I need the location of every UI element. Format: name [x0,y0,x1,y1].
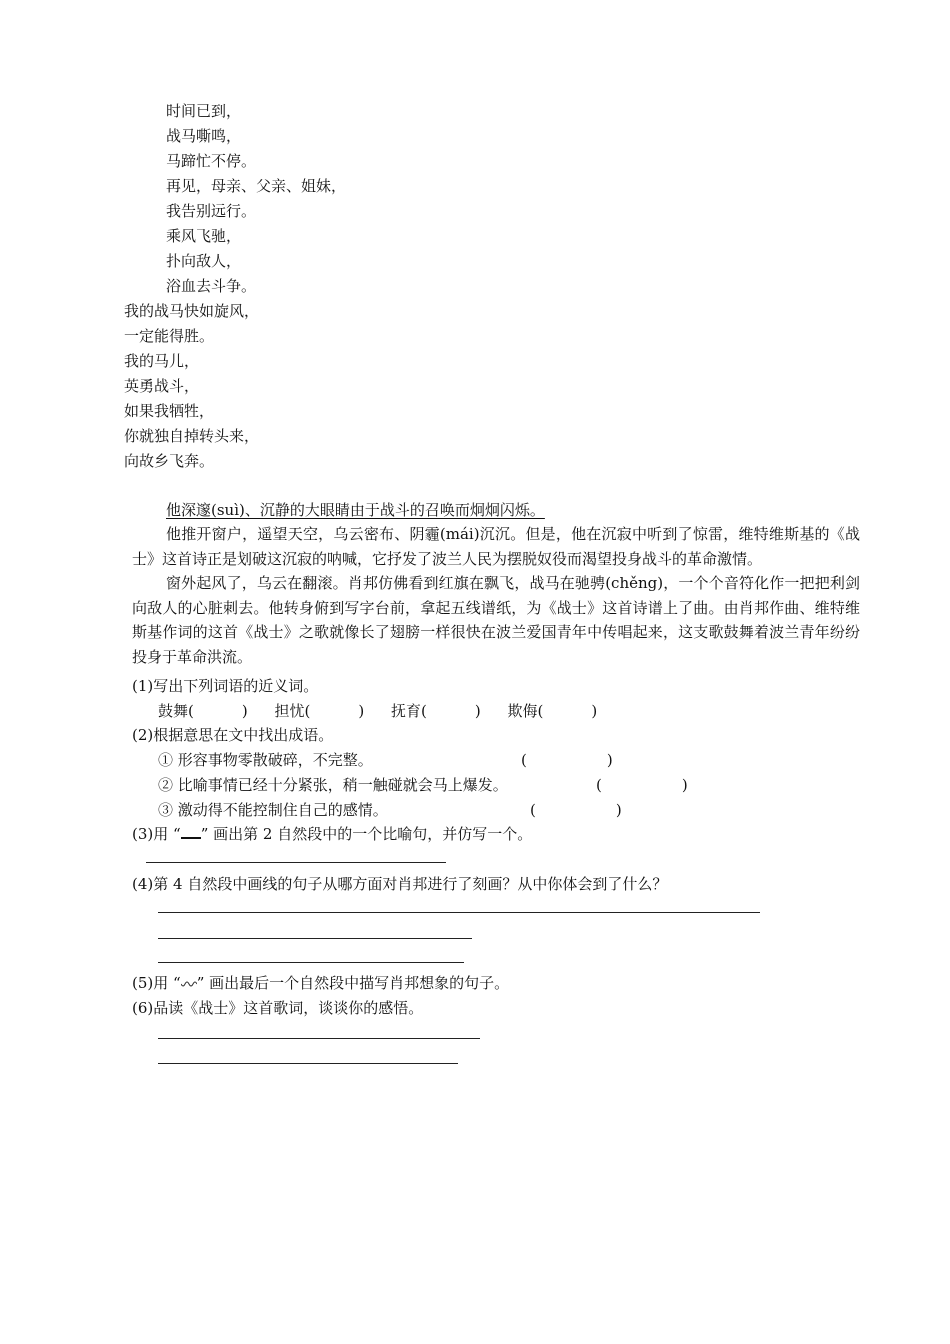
poem-line: 浴血去斗争。 [166,277,257,295]
answer-blank[interactable]: ( ) [530,801,622,819]
poem-line: 我的战马快如旋风， [124,302,260,320]
poem-line: 如果我牺牲， [124,402,215,420]
question-1-words [158,701,597,721]
question-2-item: ① 形容事物零散破碎，不完整。 [158,751,373,769]
underlined-sentence: 他深邃(suì)、沉静的大眼睛由于战斗的召唤而炯炯闪烁。 [166,501,545,519]
answer-line[interactable] [158,1038,480,1039]
poem-line: 乘风飞驰， [166,227,242,245]
poem-line: 马蹄忙不停。 [166,152,257,170]
question-4-label: (4)第 4 自然段中画线的句子从哪方面对肖邦进行了刻画？从中你体会到了什么？ [132,875,668,893]
answer-line[interactable] [158,938,472,939]
poem-line: 时间已到， [166,102,242,120]
poem-line: 再见，母亲、父亲、姐妹， [166,177,347,195]
word-blank[interactable]: 抚育( ) [391,702,481,720]
word-blank[interactable]: 担忧( ) [274,702,365,720]
paragraph-2: 他推开窗户，遥望天空，乌云密布、阴霾(mái)沉沉。但是，他在沉寂中听到了惊雷，维特维斯基的《战士》这首诗正是划破这沉寂的呐喊，它抒发了波兰人民为摆脱奴役而渴望投身战斗的革命激情。 [132,525,860,568]
question-1-label: (1)写出下列词语的近义词。 [132,677,319,695]
poem-line: 我告别远行。 [166,202,257,220]
poem-line: 战马嘶鸣， [166,127,242,145]
poem-line: 一定能得胜。 [124,327,215,345]
wavy-line-icon [181,980,197,988]
poem-line: 扑向敌人， [166,252,242,270]
answer-line[interactable] [158,962,464,963]
question-2-item: ② 比喻事情已经十分紧张，稍一触碰就会马上爆发。 [158,776,508,794]
question-2-item: ③ 激动得不能控制住自己的感情。 [158,801,388,819]
answer-line[interactable] [158,1063,458,1064]
answer-blank[interactable]: ( ) [596,776,688,794]
underline-mark [181,825,201,839]
word-blank[interactable]: 欺侮( ) [507,702,598,720]
answer-line[interactable] [158,912,760,913]
question-6-label: (6)品读《战士》这首歌词，谈谈你的感悟。 [132,999,424,1017]
poem-line: 英勇战斗， [124,377,200,395]
question-5-label: (5)用 “ ” 画出最后一个自然段中描写肖邦想象的句子。 [132,974,510,992]
word-blank[interactable]: 鼓舞( ) [158,702,248,720]
poem-line: 向故乡飞奔。 [124,452,215,470]
answer-line[interactable] [146,862,446,863]
question-2-label: (2)根据意思在文中找出成语。 [132,726,334,744]
answer-blank[interactable]: ( ) [521,751,613,769]
paragraph-3: 窗外起风了，乌云在翻滚。肖邦仿佛看到红旗在飘飞，战马在驰骋(chěng)，一个个音符化作一把把利剑向敌人的心脏刺去。他转身俯到写字台前，拿起五线谱纸，为《战士》这首诗谱上了曲。由肖邦作曲、维特维斯基作词的这首《战士》之歌就像长了翅膀一样很快在波兰爱国青年中传唱起来，这支歌鼓舞着波兰青年纷纷投身于革命洪流。 [132,574,860,666]
poem-line: 你就独自掉转头来， [124,427,260,445]
poem-line: 我的马儿， [124,352,200,370]
question-3-label: (3)用 “ ” 画出第 2 自然段中的一个比喻句，并仿写一个。 [132,825,533,843]
